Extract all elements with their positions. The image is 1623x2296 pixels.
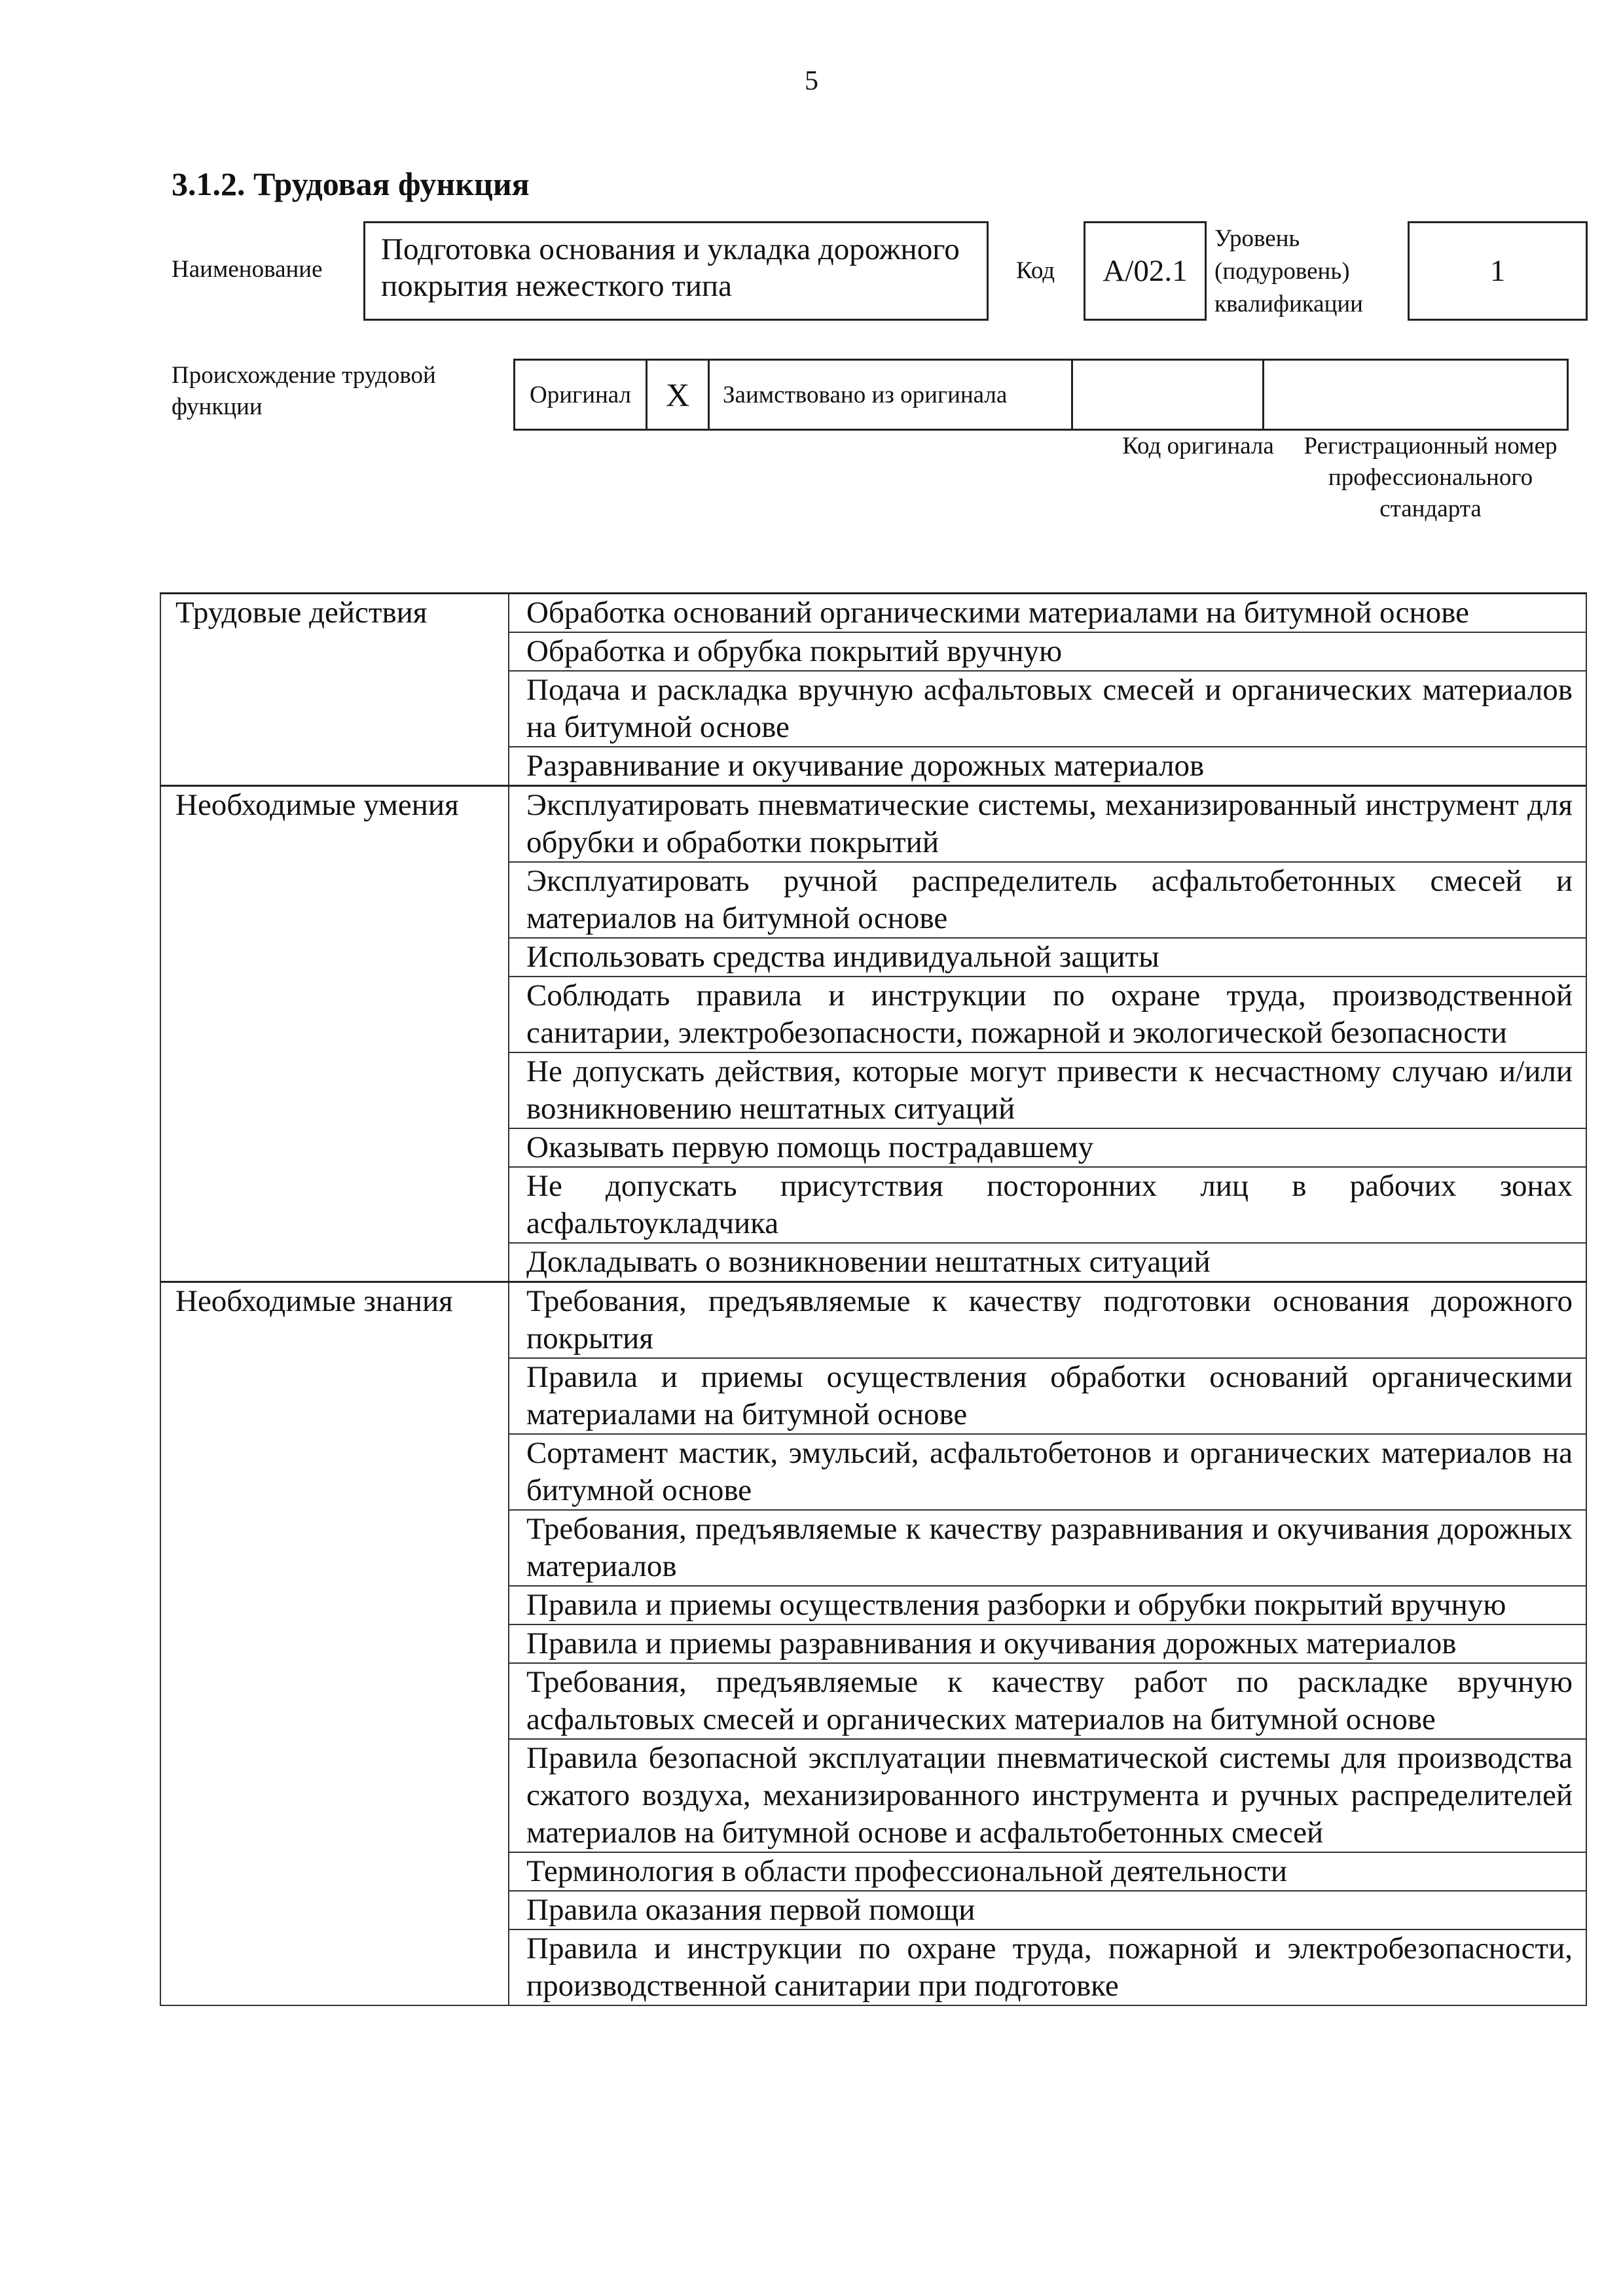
list-item [509, 786, 1586, 863]
table-row [160, 786, 1586, 863]
list-item [509, 1358, 1586, 1434]
original-label: Оригинал [530, 381, 632, 408]
borrowed-cell [709, 360, 1072, 430]
list-item-text: Терминология в области профессиональной деятельности [526, 1854, 1287, 1888]
list-item [509, 594, 1586, 633]
list-item-text: Требования, предъявляемые к качеству разравнивания и окучивания дорожных материалов [526, 1512, 1573, 1583]
page-number: 5 [805, 66, 818, 96]
registration-number-cell [1264, 360, 1568, 430]
list-item [509, 632, 1586, 671]
list-item [509, 1929, 1586, 2005]
name-label: Наименование [172, 256, 323, 283]
list-item-text: Эксплуатировать ручной распределитель асфальтобетонных смесей и материалов на битумной основе [526, 864, 1573, 935]
level-label: Уровень (подуровень) квалификации [1214, 225, 1363, 317]
list-item [509, 862, 1586, 938]
original-mark-cell [647, 360, 709, 430]
original-code-caption: Код оригинала [1122, 433, 1274, 459]
list-item [509, 1052, 1586, 1128]
list-item-text: Разравнивание и окучивание дорожных материалов [526, 749, 1205, 783]
code-label: Код [1016, 257, 1055, 284]
code-box [1084, 221, 1207, 321]
list-item-text: Правила и приемы разравнивания и окучивания дорожных материалов [526, 1626, 1457, 1660]
list-item [509, 1282, 1586, 1359]
original-cell [515, 360, 647, 430]
list-item [509, 1852, 1586, 1891]
list-item-text: Подача и раскладка вручную асфальтовых смесей и органических материалов на битумной основе [526, 673, 1573, 744]
labor-function-table [160, 592, 1587, 2006]
list-item-text: Докладывать о возникновении нештатных ситуаций [526, 1245, 1211, 1279]
list-item [509, 1663, 1586, 1739]
section-title-cell [160, 786, 509, 1282]
list-item-text: Оказывать первую помощь пострадавшему [526, 1130, 1094, 1164]
origin-table [513, 359, 1569, 431]
original-code-cell [1072, 360, 1264, 430]
table-row [160, 1282, 1586, 1359]
section-title-text: Необходимые умения [175, 788, 459, 822]
list-item-text: Обработка оснований органическими материалами на битумной основе [526, 596, 1469, 630]
list-item-text: Правила и приемы осуществления разборки и обрубки покрытий вручную [526, 1588, 1506, 1622]
section-title-text: Необходимые знания [175, 1284, 453, 1318]
list-item-text: Обработка и обрубка покрытий вручную [526, 634, 1063, 668]
table-row [160, 594, 1586, 633]
level-box [1408, 221, 1588, 321]
list-item-text: Правила оказания первой помощи [526, 1893, 976, 1927]
list-item-text: Не допускать действия, которые могут привести к несчастному случаю и/или возникновению нештатных ситуаций [526, 1054, 1573, 1126]
list-item [509, 1128, 1586, 1167]
list-item [509, 1243, 1586, 1282]
list-item [509, 1891, 1586, 1929]
list-item-text: Использовать средства индивидуальной защиты [526, 940, 1159, 974]
list-item [509, 938, 1586, 977]
original-mark: X [665, 376, 690, 413]
list-item [509, 1434, 1586, 1510]
section-title-cell [160, 1282, 509, 2006]
list-item-text: Правила безопасной эксплуатации пневматической системы для производства сжатого воздуха, механизированного инструмента и ручных распределителей материалов на битумной основе и асфальтобетонных смесей [526, 1741, 1573, 1850]
list-item [509, 671, 1586, 747]
section-title-text: Трудовые действия [175, 596, 428, 630]
list-item [509, 1586, 1586, 1624]
origin-label: Происхождение трудовой функции [172, 362, 436, 420]
list-item-text: Сортамент мастик, эмульсий, асфальтобетонов и органических материалов на битумной основе [526, 1436, 1573, 1507]
list-item-text: Соблюдать правила и инструкции по охране труда, производственной санитарии, электробезопасности, пожарной и экологической безопасности [526, 978, 1573, 1050]
section-title: 3.1.2. Трудовая функция [172, 166, 530, 202]
function-name-box [363, 221, 989, 321]
list-item-text: Правила и инструкции по охране труда, пожарной и электробезопасности, производственной санитарии при подготовке [526, 1931, 1573, 2003]
list-item [509, 977, 1586, 1052]
code-value: A/02.1 [1103, 254, 1188, 288]
list-item-text: Правила и приемы осуществления обработки оснований органическими материалами на битумной основе [526, 1360, 1573, 1431]
list-item [509, 1510, 1586, 1586]
list-item-text: Эксплуатировать пневматические системы, механизированный инструмент для обрубки и обработки покрытий [526, 788, 1573, 859]
list-item-text: Не допускать присутствия посторонних лиц в рабочих зонах асфальтоукладчика [526, 1169, 1573, 1240]
registration-number-caption: Регистрационный номер профессионального стандарта [1304, 433, 1558, 522]
list-item [509, 1624, 1586, 1663]
borrowed-label: Заимствовано из оригинала [723, 381, 1008, 408]
section-title-cell [160, 594, 509, 786]
function-name: Подготовка основания и укладка дорожного покрытия нежесткого типа [381, 232, 960, 303]
list-item [509, 1167, 1586, 1243]
list-item [509, 1739, 1586, 1852]
list-item-text: Требования, предъявляемые к качеству работ по раскладке вручную асфальтовых смесей и органических материалов на битумной основе [526, 1665, 1573, 1736]
list-item-text: Требования, предъявляемые к качеству подготовки основания дорожного покрытия [526, 1284, 1573, 1355]
list-item [509, 747, 1586, 786]
level-value: 1 [1489, 254, 1506, 288]
